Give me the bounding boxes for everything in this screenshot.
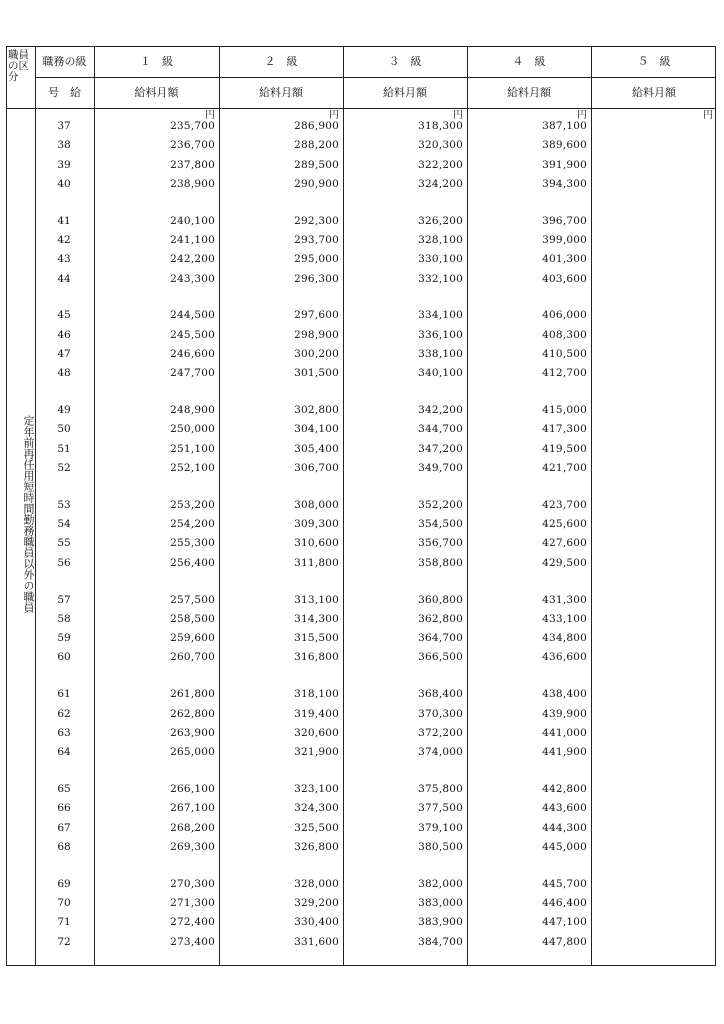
salary-cell-grade-4: 399,000 — [542, 234, 587, 246]
salary-cell-grade-1: 251,100 — [170, 442, 215, 455]
step-number: 38 — [57, 139, 71, 152]
salary-cell-grade-2: 298,900 — [294, 328, 339, 341]
salary-cell-grade-2: 331,600 — [294, 935, 339, 948]
salary-cell-grade-4: 412,700 — [542, 367, 587, 380]
salary-cell-grade-3: 384,700 — [418, 935, 463, 948]
salary-cell-grade-1: 265,000 — [170, 746, 215, 759]
salary-cell-grade-4: 401,300 — [542, 253, 587, 266]
category-header-line: 分 — [8, 71, 19, 83]
salary-cell-grade-2: 292,300 — [294, 214, 339, 227]
salary-cell-grade-1: 245,500 — [170, 328, 215, 341]
salary-cell-grade-3: 383,000 — [418, 896, 463, 909]
step-number: 39 — [57, 158, 71, 171]
salary-cell-grade-3: 375,800 — [418, 782, 463, 795]
grid-line — [35, 77, 715, 78]
salary-cell-grade-3: 347,200 — [418, 442, 463, 455]
salary-cell-grade-2: 311,800 — [294, 556, 339, 569]
monthly-label-2: 給料月額 — [259, 86, 303, 99]
salary-cell-grade-4: 417,300 — [542, 423, 587, 436]
level-header-2: ２ 級 — [264, 55, 298, 68]
salary-cell-grade-3: 354,500 — [418, 518, 463, 531]
category-header — [7, 50, 36, 83]
salary-cell-grade-4: 433,100 — [542, 612, 587, 625]
step-number: 47 — [57, 348, 71, 360]
salary-cell-grade-1: 268,200 — [170, 821, 215, 834]
step-number: 71 — [57, 916, 71, 929]
salary-cell-grade-1: 241,100 — [170, 234, 215, 246]
step-number: 44 — [57, 272, 71, 285]
salary-cell-grade-4: 443,600 — [542, 802, 587, 815]
salary-cell-grade-1: 246,600 — [170, 348, 215, 360]
salary-cell-grade-3: 330,100 — [418, 253, 463, 266]
salary-cell-grade-2: 301,500 — [294, 367, 339, 380]
salary-cell-grade-1: 259,600 — [170, 632, 215, 645]
salary-cell-grade-1: 262,800 — [170, 707, 215, 720]
salary-cell-grade-3: 340,100 — [418, 367, 463, 380]
salary-cell-grade-1: 238,900 — [170, 177, 215, 190]
salary-cell-grade-3: 382,000 — [418, 877, 463, 890]
salary-cell-grade-4: 423,700 — [542, 498, 587, 511]
salary-cell-grade-2: 297,600 — [294, 309, 339, 322]
level-header-3: ３ 級 — [388, 55, 422, 68]
salary-cell-grade-1: 243,300 — [170, 272, 215, 285]
salary-cell-grade-2: 308,000 — [294, 498, 339, 511]
salary-cell-grade-3: 374,000 — [418, 746, 463, 759]
step-number: 59 — [57, 632, 71, 645]
salary-cell-grade-3: 342,200 — [418, 404, 463, 417]
step-number: 69 — [57, 877, 71, 890]
salary-cell-grade-1: 261,800 — [170, 688, 215, 701]
step-number: 51 — [57, 442, 71, 455]
salary-cell-grade-1: 263,900 — [170, 726, 215, 739]
salary-cell-grade-2: 296,300 — [294, 272, 339, 285]
salary-cell-grade-3: 349,700 — [418, 462, 463, 474]
step-number: 63 — [57, 726, 71, 739]
salary-cell-grade-1: 240,100 — [170, 214, 215, 227]
salary-cell-grade-1: 260,700 — [170, 651, 215, 664]
salary-cell-grade-4: 446,400 — [542, 896, 587, 909]
salary-cell-grade-1: 266,100 — [170, 782, 215, 795]
salary-cell-grade-2: 314,300 — [294, 612, 339, 625]
salary-cell-grade-4: 391,900 — [542, 158, 587, 171]
salary-cell-grade-3: 383,900 — [418, 916, 463, 929]
level-header-5: ５ 級 — [637, 55, 671, 68]
monthly-label-4: 給料月額 — [507, 86, 551, 99]
step-number: 40 — [57, 177, 71, 190]
salary-cell-grade-3: 332,100 — [418, 272, 463, 285]
step-number: 56 — [57, 556, 71, 569]
salary-cell-grade-3: 318,300 — [418, 120, 463, 132]
salary-cell-grade-1: 250,000 — [170, 423, 215, 436]
step-number: 46 — [57, 328, 71, 341]
step-number: 60 — [57, 651, 71, 664]
salary-cell-grade-1: 244,500 — [170, 309, 215, 322]
salary-cell-grade-1: 253,200 — [170, 498, 215, 511]
category-header-line: 職員 — [8, 49, 29, 61]
unit-label: 円 — [577, 110, 587, 121]
salary-cell-grade-2: 315,500 — [294, 632, 339, 645]
salary-cell-grade-2: 288,200 — [294, 139, 339, 152]
salary-cell-grade-3: 322,200 — [418, 158, 463, 171]
salary-cell-grade-2: 320,600 — [294, 726, 339, 739]
category-vertical-label: 定年前再任用短時間勤務職員以外の職員 — [22, 415, 35, 613]
step-number: 72 — [57, 935, 71, 948]
salary-cell-grade-4: 421,700 — [542, 462, 587, 474]
salary-cell-grade-3: 344,700 — [418, 423, 463, 436]
salary-cell-grade-1: 247,700 — [170, 367, 215, 380]
salary-cell-grade-3: 358,800 — [418, 556, 463, 569]
salary-cell-grade-4: 445,000 — [542, 840, 587, 853]
monthly-label-1: 給料月額 — [134, 86, 179, 99]
salary-cell-grade-2: 316,800 — [294, 651, 339, 664]
salary-cell-grade-3: 362,800 — [418, 612, 463, 625]
step-number: 64 — [57, 746, 71, 759]
step-number: 48 — [57, 367, 71, 380]
salary-cell-grade-4: 434,800 — [542, 632, 587, 645]
step-number: 67 — [57, 821, 71, 834]
step-number: 61 — [57, 688, 71, 701]
step-number: 42 — [57, 234, 71, 246]
step-number: 68 — [57, 840, 71, 853]
salary-cell-grade-4: 387,100 — [542, 120, 587, 132]
salary-cell-grade-3: 324,200 — [418, 177, 463, 190]
step-number: 50 — [57, 423, 71, 436]
salary-cell-grade-2: 330,400 — [294, 916, 339, 929]
salary-cell-grade-2: 304,100 — [294, 423, 339, 436]
salary-cell-grade-4: 389,600 — [542, 139, 587, 152]
salary-cell-grade-3: 334,100 — [418, 309, 463, 322]
salary-cell-grade-4: 436,600 — [542, 651, 587, 664]
salary-cell-grade-3: 380,500 — [418, 840, 463, 853]
monthly-label-5: 給料月額 — [632, 86, 676, 99]
salary-cell-grade-1: 257,500 — [170, 593, 215, 606]
salary-cell-grade-2: 286,900 — [294, 120, 339, 132]
salary-cell-grade-4: 447,100 — [542, 916, 587, 929]
salary-cell-grade-1: 272,400 — [170, 916, 215, 929]
salary-cell-grade-2: 293,700 — [294, 234, 339, 246]
step-number: 43 — [57, 253, 71, 266]
salary-cell-grade-3: 366,500 — [418, 651, 463, 664]
salary-cell-grade-2: 328,000 — [294, 877, 339, 890]
step-number: 70 — [57, 896, 71, 909]
salary-cell-grade-3: 360,800 — [418, 593, 463, 606]
step-number: 66 — [57, 802, 71, 815]
salary-cell-grade-1: 254,200 — [170, 518, 215, 531]
salary-cell-grade-3: 379,100 — [418, 821, 463, 834]
salary-cell-grade-1: 256,400 — [170, 556, 215, 569]
salary-cell-grade-2: 302,800 — [294, 404, 339, 417]
salary-cell-grade-2: 318,100 — [294, 688, 339, 701]
grade-header: 職務の級 — [42, 55, 87, 68]
category-header-line: の区 — [8, 60, 29, 72]
step-header: 号 給 — [48, 86, 81, 99]
salary-cell-grade-3: 336,100 — [418, 328, 463, 341]
salary-cell-grade-2: 319,400 — [294, 707, 339, 720]
salary-cell-grade-1: 236,700 — [170, 139, 215, 152]
salary-cell-grade-4: 441,000 — [542, 726, 587, 739]
salary-cell-grade-4: 394,300 — [542, 177, 587, 190]
step-number: 58 — [57, 612, 71, 625]
salary-cell-grade-2: 313,100 — [294, 593, 339, 606]
step-number: 62 — [57, 707, 71, 720]
unit-label: 円 — [703, 110, 713, 121]
salary-cell-grade-1: 255,300 — [170, 537, 215, 550]
salary-cell-grade-3: 377,500 — [418, 802, 463, 815]
salary-cell-grade-1: 237,800 — [170, 158, 215, 171]
salary-cell-grade-4: 396,700 — [542, 214, 587, 227]
salary-cell-grade-4: 403,600 — [542, 272, 587, 285]
salary-cell-grade-4: 419,500 — [542, 442, 587, 455]
salary-cell-grade-2: 324,300 — [294, 802, 339, 815]
level-header-4: ４ 級 — [512, 55, 546, 68]
step-number: 49 — [57, 404, 71, 417]
salary-cell-grade-2: 290,900 — [294, 177, 339, 190]
salary-cell-grade-4: 429,500 — [542, 556, 587, 569]
salary-cell-grade-3: 352,200 — [418, 498, 463, 511]
step-number: 53 — [57, 498, 71, 511]
unit-label: 円 — [329, 110, 339, 121]
salary-cell-grade-4: 425,600 — [542, 518, 587, 531]
salary-cell-grade-2: 305,400 — [294, 442, 339, 455]
salary-cell-grade-1: 258,500 — [170, 612, 215, 625]
salary-table — [6, 46, 716, 966]
salary-cell-grade-3: 356,700 — [418, 537, 463, 550]
step-number: 37 — [57, 120, 71, 132]
salary-cell-grade-2: 326,800 — [294, 840, 339, 853]
level-header-1: １ 級 — [140, 55, 173, 68]
salary-cell-grade-4: 445,700 — [542, 877, 587, 890]
salary-cell-grade-1: 242,200 — [170, 253, 215, 266]
salary-cell-grade-2: 329,200 — [294, 896, 339, 909]
salary-cell-grade-3: 368,400 — [418, 688, 463, 701]
salary-cell-grade-3: 320,300 — [418, 139, 463, 152]
salary-cell-grade-4: 408,300 — [542, 328, 587, 341]
salary-cell-grade-1: 248,900 — [170, 404, 215, 417]
salary-cell-grade-2: 295,000 — [294, 253, 339, 266]
step-number: 41 — [57, 214, 71, 227]
salary-cell-grade-1: 270,300 — [170, 877, 215, 890]
salary-cell-grade-4: 410,500 — [542, 348, 587, 360]
salary-cell-grade-4: 406,000 — [542, 309, 587, 322]
salary-cell-grade-2: 323,100 — [294, 782, 339, 795]
step-number: 54 — [57, 518, 71, 531]
salary-cell-grade-2: 321,900 — [294, 746, 339, 759]
salary-cell-grade-4: 444,300 — [542, 821, 587, 834]
salary-cell-grade-4: 447,800 — [542, 935, 587, 948]
salary-cell-grade-2: 289,500 — [294, 158, 339, 171]
grid-line — [591, 47, 592, 965]
salary-cell-grade-3: 326,200 — [418, 214, 463, 227]
salary-cell-grade-4: 431,300 — [542, 593, 587, 606]
salary-cell-grade-4: 427,600 — [542, 537, 587, 550]
salary-cell-grade-3: 338,100 — [418, 348, 463, 360]
salary-cell-grade-4: 439,900 — [542, 707, 587, 720]
salary-cell-grade-1: 235,700 — [170, 120, 215, 132]
salary-cell-grade-4: 415,000 — [542, 404, 587, 417]
salary-cell-grade-1: 273,400 — [170, 935, 215, 948]
salary-cell-grade-2: 306,700 — [294, 462, 339, 474]
unit-label: 円 — [453, 110, 463, 121]
monthly-label-3: 給料月額 — [383, 86, 427, 99]
grid-line — [7, 108, 715, 109]
salary-cell-grade-2: 325,500 — [294, 821, 339, 834]
salary-cell-grade-1: 252,100 — [170, 462, 215, 474]
salary-cell-grade-3: 370,300 — [418, 707, 463, 720]
salary-cell-grade-1: 267,100 — [170, 802, 215, 815]
salary-cell-grade-1: 271,300 — [170, 896, 215, 909]
salary-cell-grade-1: 269,300 — [170, 840, 215, 853]
salary-cell-grade-2: 300,200 — [294, 348, 339, 360]
unit-label: 円 — [205, 110, 215, 121]
salary-cell-grade-3: 372,200 — [418, 726, 463, 739]
salary-cell-grade-3: 328,100 — [418, 234, 463, 246]
step-number: 45 — [57, 309, 71, 322]
salary-cell-grade-4: 442,800 — [542, 782, 587, 795]
salary-cell-grade-3: 364,700 — [418, 632, 463, 645]
salary-cell-grade-4: 438,400 — [542, 688, 587, 701]
step-number: 65 — [57, 782, 71, 795]
step-number: 57 — [57, 593, 71, 606]
salary-cell-grade-2: 310,600 — [294, 537, 339, 550]
step-number: 52 — [57, 462, 71, 474]
salary-cell-grade-4: 441,900 — [542, 746, 587, 759]
step-number: 55 — [57, 537, 71, 550]
salary-cell-grade-2: 309,300 — [294, 518, 339, 531]
